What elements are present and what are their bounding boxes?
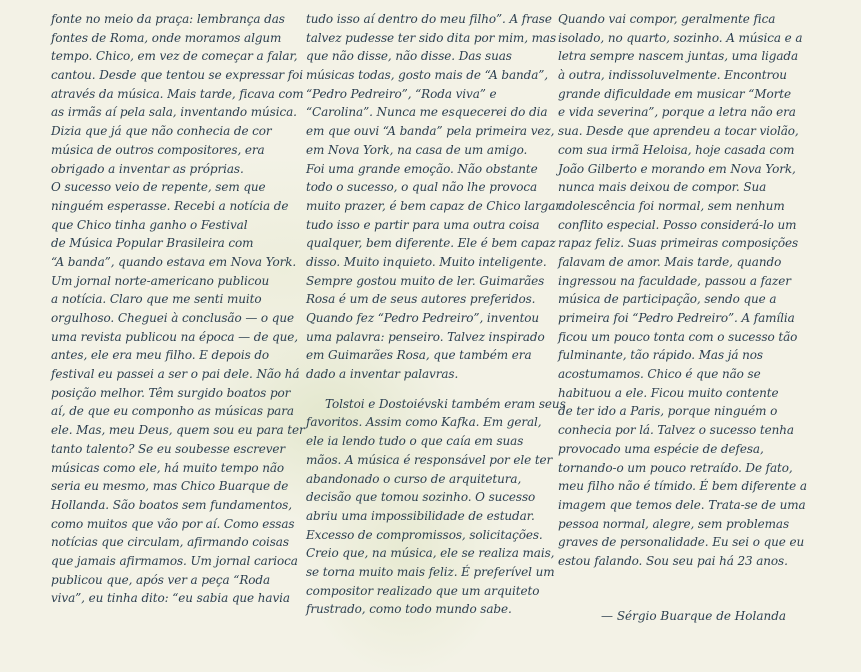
paragraph-gap — [306, 384, 566, 395]
text-line: meu filho não é tímido. É bem diferente a — [558, 479, 807, 494]
text-line: que não disse, não disse. Das suas — [306, 49, 512, 64]
text-line: festival eu passei a ser o pai dele. Não há — [51, 367, 300, 382]
text-line: talvez pudesse ter sido dita por mim, mas — [306, 30, 557, 45]
author-signature: — Sérgio Buarque de Holanda — [601, 609, 787, 623]
text-line: antes, ele era meu filho. E depois do — [51, 348, 270, 363]
text-line: muito prazer, é bem capaz de Chico largar — [306, 198, 561, 213]
text-line: Foi uma grande emoção. Não obstante — [306, 161, 538, 176]
text-line: Hollanda. São boatos sem fundamentos, — [51, 497, 292, 512]
text-line: sua. Desde que aprendeu a tocar violão, — [558, 124, 799, 139]
text-line: Quando fez “Pedro Pedreiro”, inventou — [306, 311, 540, 325]
text-line: ele ia lendo tudo o que caía em suas — [306, 434, 524, 449]
text-line: notícias que circulam, afirmando coisas — [51, 535, 289, 550]
text-line: dado a inventar palavras. — [306, 367, 459, 382]
text-line: qualquer, bem diferente. Ele é bem capaz — [306, 236, 556, 251]
text-line: à outra, indissoluvelmente. Encontrou — [558, 68, 787, 83]
text-line: seria eu mesmo, mas Chico Buarque de — [51, 479, 289, 494]
text-line: de Música Popular Brasileira com — [51, 236, 254, 251]
text-line: viva”, eu tinha dito: “eu sabia que havia — [51, 591, 290, 606]
text-line: nunca mais deixou de compor. Sua — [558, 180, 767, 195]
text-line: provocado uma espécie de defesa, — [558, 441, 764, 456]
text-line: e vida severina”, porque a letra não era — [558, 105, 796, 120]
text-line: “Pedro Pedreiro”, “Roda viva” e — [306, 86, 497, 101]
text-line: música de outros compositores, era — [51, 142, 265, 157]
text-line: em que ouvi “A banda” pela primeira vez, — [306, 124, 555, 139]
text-line: posição melhor. Têm surgido boatos por — [51, 385, 291, 400]
text-line: Um jornal norte-americano publicou — [51, 273, 270, 288]
text-line: músicas todas, gosto mais de “A banda”, — [306, 68, 549, 83]
text-column-2 — [306, 10, 566, 619]
text-column-1 — [51, 10, 305, 608]
text-line: favoritos. Assim como Kafka. Em geral, — [306, 415, 542, 430]
text-line: estou falando. Sou seu pai há 23 anos. — [558, 553, 788, 568]
text-column-3 — [558, 10, 807, 571]
text-line: música de participação, sendo que a — [558, 292, 777, 307]
text-line: aí, de que eu componho as músicas para — [51, 404, 294, 419]
text-line: cantou. Desde que tentou se expressar foi — [51, 68, 303, 83]
text-line: pessoa normal, alegre, sem problemas — [558, 516, 790, 531]
text-line: que Chico tinha ganho o Festival — [51, 217, 248, 232]
text-line: O sucesso veio de repente, sem que — [51, 180, 266, 195]
text-line: rapaz feliz. Suas primeiras composições — [558, 236, 799, 251]
text-line: publicou que, após ver a peça “Roda — [51, 572, 271, 587]
text-line: Tolstoi e Dostoiévski também eram seus — [325, 396, 566, 411]
text-line: falavam de amor. Mais tarde, quando — [558, 254, 782, 269]
text-line: as irmãs aí pela sala, inventando música. — [51, 105, 297, 120]
text-line: letra sempre nascem juntas, uma ligada — [558, 49, 799, 64]
text-line: Excesso de compromissos, solicitações. — [306, 527, 543, 542]
text-line: uma revista publicou na época — de que, — [51, 329, 298, 344]
text-line: habituou a ele. Ficou muito contente — [558, 385, 779, 400]
text-line: conhecia por lá. Talvez o sucesso tenha — [558, 423, 794, 438]
text-line: através da música. Mais tarde, ficava com — [51, 86, 304, 101]
text-line: em Guimarães Rosa, que também era — [306, 348, 532, 363]
text-line: acostumamos. Chico é que não se — [558, 367, 761, 382]
text-line: com sua irmã Heloisa, hoje casada com — [558, 142, 795, 157]
text-line: frustrado, como todo mundo sabe. — [306, 602, 512, 617]
text-line: que jamais afirmamos. Um jornal carioca — [51, 553, 298, 568]
text-line: ficou um pouco tonta com o sucesso tão — [558, 329, 798, 344]
text-line: “A banda”, quando estava em Nova York. — [51, 254, 297, 269]
text-line: Sempre gostou muito de ler. Guimarães — [306, 273, 545, 288]
text-line: como muitos que vão por aí. Como essas — [51, 516, 295, 531]
text-line: compositor realizado que um arquiteto — [306, 583, 540, 598]
text-line: fonte no meio da praça: lembrança das — [51, 12, 285, 26]
text-line: ingressou na faculdade, passou a fazer — [558, 273, 791, 288]
text-line: João Gilberto e morando em Nova York, — [558, 161, 796, 176]
text-line: imagem que temos dele. Trata-se de uma — [558, 497, 806, 512]
text-line: fulminante, tão rápido. Mas já nos — [558, 348, 763, 363]
text-line: tanto talento? Se eu soubesse escrever — [51, 441, 286, 456]
text-line: se torna muito mais feliz. É preferível um — [306, 564, 555, 579]
text-line: grande dificuldade em musicar “Morte — [558, 86, 791, 101]
text-line: obrigado a inventar as próprias. — [51, 161, 244, 176]
text-line: em Nova York, na casa de um amigo. — [306, 142, 528, 157]
text-line: a notícia. Claro que me senti muito — [51, 292, 262, 307]
text-line: tornando-o um pouco retraído. De fato, — [558, 460, 793, 475]
text-line: decisão que tomou sozinho. O sucesso — [306, 490, 536, 505]
text-line: ele. Mas, meu Deus, quem sou eu para ter — [51, 423, 305, 438]
text-line: de ter ido a Paris, porque ninguém o — [558, 404, 778, 419]
text-line: abriu uma impossibilidade de estudar. — [306, 508, 535, 523]
text-line: isolado, no quarto, sozinho. A música e a — [558, 30, 803, 45]
text-line: tudo isso e partir para uma outra coisa — [306, 217, 540, 232]
text-line: graves de personalidade. Eu sei o que eu — [558, 535, 805, 550]
text-line: primeira foi “Pedro Pedreiro”. A família — [558, 311, 795, 325]
text-line: uma palavra: penseiro. Talvez inspirado — [306, 329, 545, 344]
text-line: orgulhoso. Cheguei à conclusão — o que — [51, 311, 294, 325]
text-line: disso. Muito inquieto. Muito inteligente. — [306, 254, 547, 269]
text-line: abandonado o curso de arquitetura, — [306, 471, 522, 486]
text-line: Quando vai compor, geralmente fica — [558, 12, 776, 26]
text-line: tudo isso aí dentro do meu filho”. A frase — [306, 12, 552, 26]
text-line: Rosa é um de seus autores preferidos. — [306, 292, 536, 307]
text-line: mãos. A música é responsável por ele ter — [306, 452, 553, 467]
text-line: adolescência foi normal, sem nenhum — [558, 198, 785, 213]
text-line: tempo. Chico, em vez de começar a falar, — [51, 49, 298, 64]
text-line: músicas como ele, há muito tempo não — [51, 460, 285, 475]
text-line: Creio que, na música, ele se realiza mais, — [306, 546, 555, 561]
text-line: ninguém esperasse. Recebi a notícia de — [51, 198, 289, 213]
text-line: todo o sucesso, o qual não lhe provoca — [306, 180, 538, 195]
text-line: fontes de Roma, onde moramos algum — [51, 30, 282, 45]
text-line: conflito especial. Posso considerá-lo um — [558, 217, 797, 232]
text-line: “Carolina”. Nunca me esquecerei do dia — [306, 105, 548, 120]
text-line: Dizia que já que não conhecia de cor — [51, 124, 272, 139]
